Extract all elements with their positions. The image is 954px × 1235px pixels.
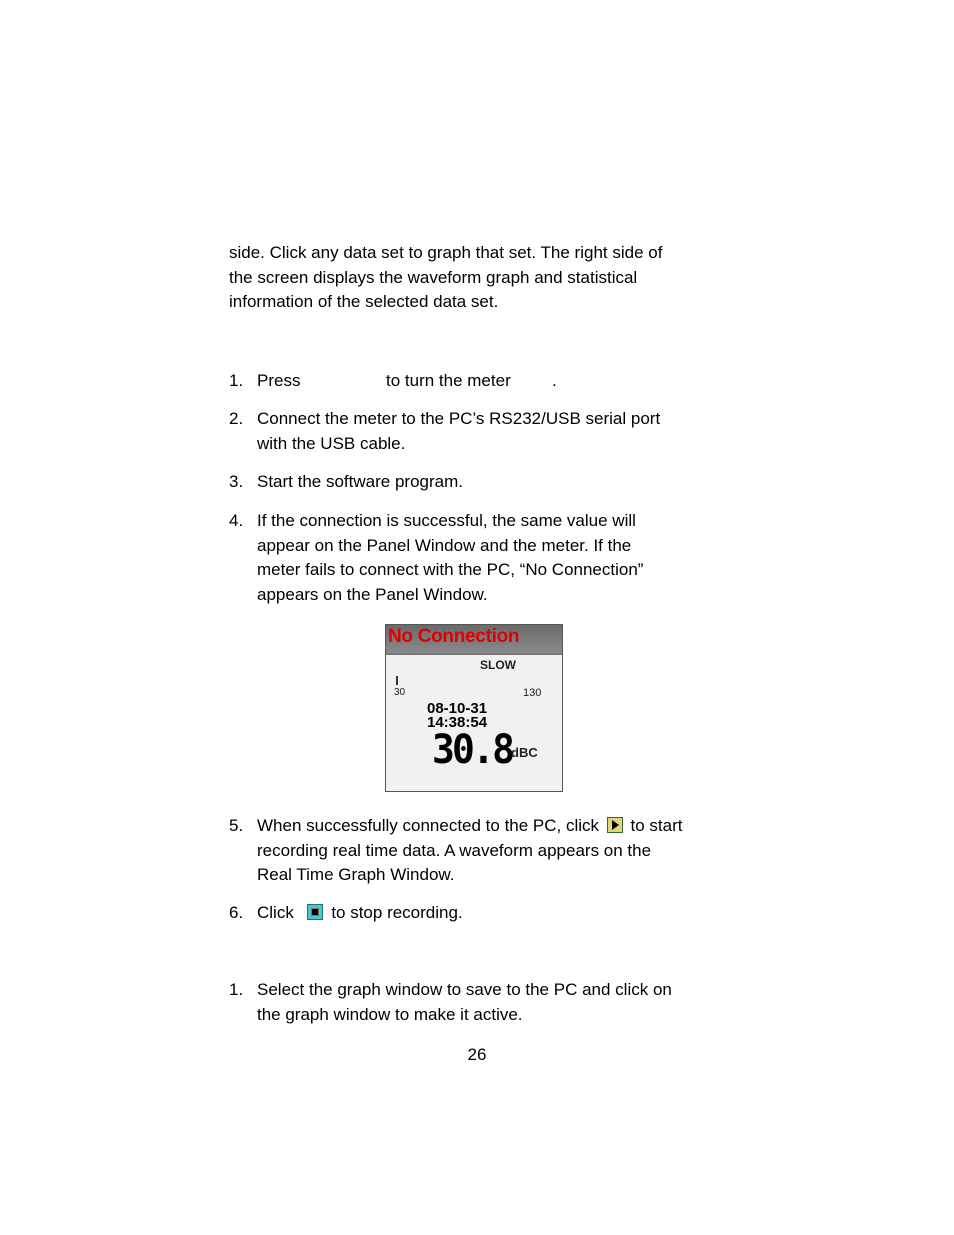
- intro-line-1: side. Click any data set to graph that set. The right side of: [229, 243, 663, 262]
- step-text: recording real time data. A waveform appears on the: [257, 840, 652, 860]
- time-readout: 14:38:54: [427, 714, 488, 731]
- bar-marker: [396, 676, 398, 685]
- play-record-icon[interactable]: [607, 817, 623, 833]
- step-text: Start the software program.: [257, 472, 463, 491]
- level-reading: 30.8: [432, 727, 513, 773]
- range-min: 30: [394, 687, 406, 698]
- date-readout: 08-10-31: [427, 700, 488, 717]
- connection-status: No Connection: [388, 626, 520, 647]
- intro-paragraph: [229, 241, 729, 315]
- step-text: Connect the meter to the PC’s RS232/USB serial port: [257, 409, 661, 428]
- range-max: 130: [523, 687, 542, 699]
- step-text: to turn the meter: [386, 371, 511, 390]
- step-text: If the connection is successful, the same value will: [257, 511, 636, 530]
- intro-line-3: information of the selected data set.: [229, 292, 499, 311]
- list-number: 4.: [229, 511, 244, 530]
- step-text: Select the graph window to save to the PC and click on: [257, 980, 672, 999]
- panel-title-bar: [386, 625, 562, 653]
- step-text: the graph window to make it active.: [257, 1004, 523, 1024]
- step-text: Click: [257, 903, 294, 922]
- step-text: to stop recording.: [331, 903, 463, 922]
- list-number: 1.: [229, 371, 244, 390]
- step-text: Real Time Graph Window.: [257, 865, 455, 884]
- step-text: Press: [257, 371, 301, 390]
- list-number: 2.: [229, 409, 244, 428]
- list-number: 3.: [229, 472, 244, 491]
- unit-label: dBC: [511, 745, 538, 760]
- step-text: appear on the Panel Window and the meter. If the: [257, 535, 632, 555]
- step-text: When successfully connected to the PC, click: [257, 816, 600, 835]
- step-text: meter fails to connect with the PC, “No Connection”: [257, 560, 644, 579]
- intro-line-2: the screen displays the waveform graph and statistical: [229, 267, 638, 287]
- list-number: 5.: [229, 816, 244, 835]
- page-number: 26: [467, 1045, 487, 1064]
- stop-record-icon[interactable]: [307, 904, 323, 920]
- step-text: to start: [630, 816, 683, 835]
- list-number: 1.: [229, 980, 244, 999]
- panel-window: [385, 624, 563, 792]
- response-mode: SLOW: [480, 658, 516, 672]
- step-text: appears on the Panel Window.: [257, 584, 488, 604]
- step-text: with the USB cable.: [257, 433, 406, 453]
- list-item: [229, 369, 729, 393]
- lcd-display: [386, 653, 562, 791]
- list-number: 6.: [229, 903, 244, 922]
- step-text: .: [552, 371, 557, 390]
